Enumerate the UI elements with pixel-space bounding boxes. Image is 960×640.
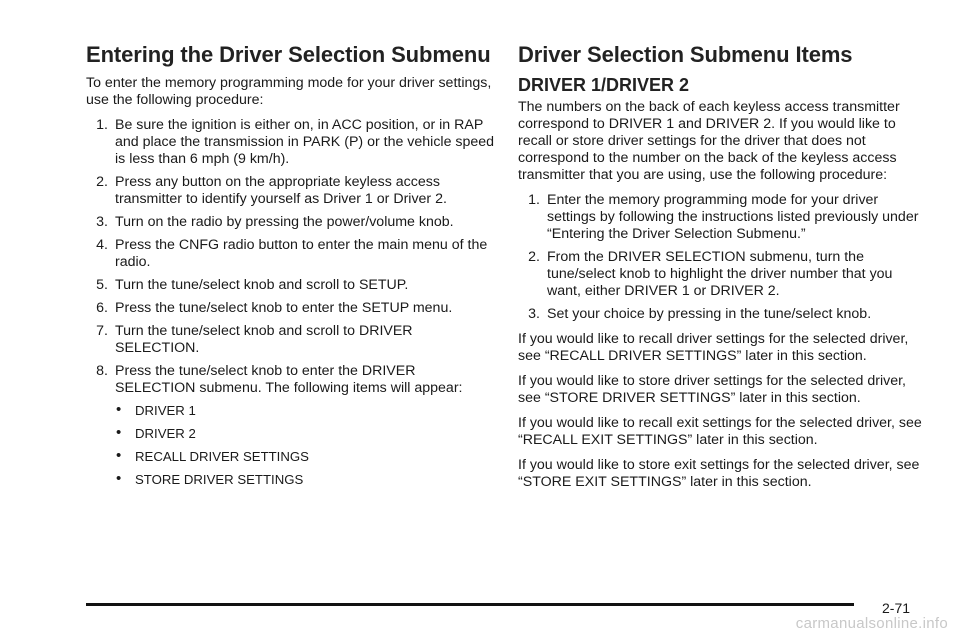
step-text: Press the tune/select knob to enter the SETUP menu. [115, 300, 453, 317]
left-steps-list [86, 117, 498, 488]
step-text: Press the tune/select knob to enter the DRIVER SELECTION submenu. The following items will appear: [115, 363, 463, 397]
step-number: 1. [96, 117, 108, 134]
paragraph: If you would like to recall driver settings for the selected driver, see “RECALL DRIVER SETTINGS” later in this section. [518, 330, 909, 364]
left-column [86, 42, 498, 496]
footer-divider [86, 603, 854, 606]
step-number: 6. [96, 300, 108, 317]
step-number: 5. [96, 277, 108, 294]
step-text: Be sure the ignition is either on, in ACC position, or in RAP and place the transmission in PARK (P) or the vehicle speed is less than 6 mph (9 km/h). [115, 117, 495, 168]
step-number: 1. [528, 191, 540, 208]
step-text: Turn the tune/select knob and scroll to SETUP. [115, 277, 409, 294]
right-column [518, 42, 928, 499]
list-item [86, 214, 498, 231]
bullet-icon: • [116, 470, 122, 488]
step-text: Turn the tune/select knob and scroll to DRIVER SELECTION. [115, 323, 413, 357]
bullet-icon: • [116, 424, 122, 442]
paragraph: If you would like to recall exit settings for the selected driver, see “RECALL EXIT SETTINGS” later in this section. [518, 414, 922, 448]
bullet-item: • DRIVER 2 [116, 424, 196, 442]
list-item [86, 277, 498, 294]
bullet-item: • STORE DRIVER SETTINGS [116, 470, 304, 488]
step-number: 4. [96, 237, 108, 254]
right-intro: The numbers on the back of each keyless access transmitter correspond to DRIVER 1 and DRIVER 2. If you would like to recall or store driver settings for the driver that does not correspond to the number on the back of the keyless access transmitter that you are using, use the following procedure: [518, 98, 900, 183]
bullet-item: • DRIVER 1 [116, 401, 196, 419]
right-steps-list [518, 192, 928, 323]
step-number: 3. [96, 214, 108, 231]
right-heading: Driver Selection Submenu Items [518, 42, 853, 67]
list-item [86, 174, 498, 208]
step-text: Set your choice by pressing in the tune/select knob. [547, 305, 872, 322]
step-number: 2. [528, 248, 540, 265]
page-number: 2-71 [882, 600, 911, 616]
list-item [518, 306, 928, 323]
step-text: From the DRIVER SELECTION submenu, turn the tune/select knob to highlight the driver number that you want, either DRIVER 1 or DRIVER 2. [547, 248, 893, 299]
submenu-items-list [115, 403, 498, 488]
step-text: Turn on the radio by pressing the power/volume knob. [115, 214, 454, 231]
list-item [86, 363, 498, 488]
step-number: 3. [528, 305, 540, 322]
paragraph: If you would like to store exit settings for the selected driver, see “STORE EXIT SETTINGS” later in this section. [518, 456, 920, 490]
list-item [86, 323, 498, 357]
bullet-icon: • [116, 401, 122, 419]
list-item [86, 300, 498, 317]
step-text: Enter the memory programming mode for your driver settings by following the instructions listed previously under “Entering the Driver Selection Submenu.” [547, 191, 919, 242]
step-number: 2. [96, 174, 108, 191]
list-item [518, 249, 928, 300]
paragraph: If you would like to store driver settings for the selected driver, see “STORE DRIVER SETTINGS” later in this section. [518, 372, 906, 406]
step-number: 7. [96, 323, 108, 340]
bullet-item: • RECALL DRIVER SETTINGS [116, 447, 309, 465]
bullet-icon: • [116, 447, 122, 465]
list-item [86, 117, 498, 168]
left-heading: Entering the Driver Selection Submenu [86, 42, 491, 67]
left-intro: To enter the memory programming mode for your driver settings, use the following procedure: [86, 75, 492, 109]
step-text: Press any button on the appropriate keyless access transmitter to identify yourself as Driver 1 or Driver 2. [115, 174, 447, 208]
right-subheading: DRIVER 1/DRIVER 2 [518, 75, 690, 96]
step-text: Press the CNFG radio button to enter the main menu of the radio. [115, 237, 488, 271]
watermark: carmanualsonline.info [795, 615, 948, 632]
list-item [86, 237, 498, 271]
step-number: 8. [96, 363, 108, 380]
list-item [518, 192, 928, 243]
